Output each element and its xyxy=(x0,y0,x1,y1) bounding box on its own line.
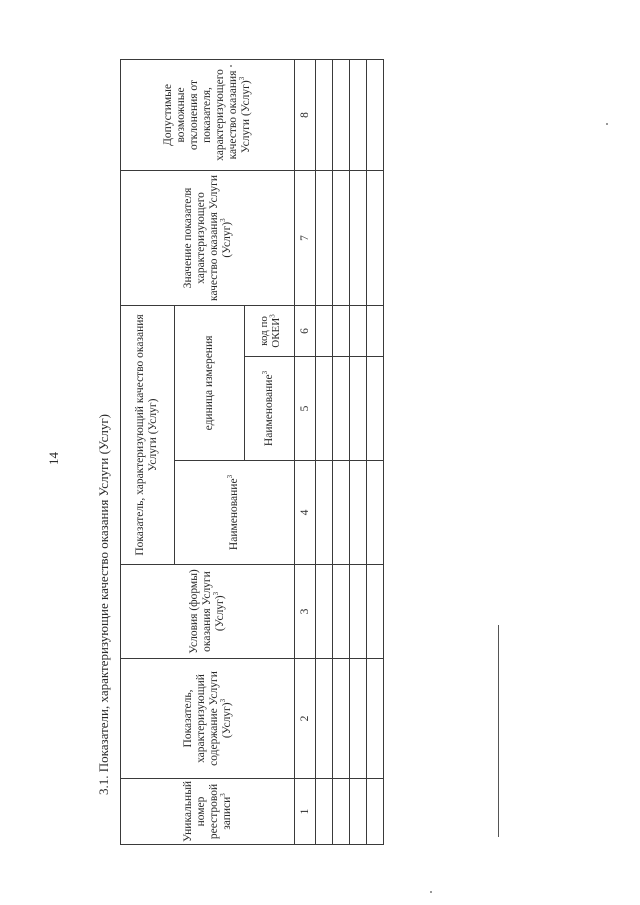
empty-cell xyxy=(367,779,384,845)
empty-cell xyxy=(350,59,367,170)
signature-line xyxy=(498,625,499,837)
header-service-conditions: Условия (формы) оказания Услуги (Услуг)$^3$ xyxy=(121,565,295,659)
empty-cell xyxy=(367,305,384,356)
header-okei-code: код по ОКЕИ$^3$ xyxy=(245,305,295,356)
empty-cell xyxy=(333,565,350,659)
page-number: 14 xyxy=(46,452,61,465)
column-number: 7 xyxy=(295,170,316,305)
header-indicator-name: Наименование$^3$ xyxy=(174,461,294,565)
empty-cell xyxy=(316,461,333,565)
section-title: 3.1. Показатели, характеризующие качество оказания Услуги (Услуг) xyxy=(96,414,111,795)
column-number-row xyxy=(295,59,316,844)
empty-cell xyxy=(367,357,384,461)
empty-cell xyxy=(350,779,367,845)
empty-cell xyxy=(316,659,333,779)
header-service-content: Показатель, характеризующий содержание Услуги (Услуг)$^3$ xyxy=(121,659,295,779)
empty-cell xyxy=(333,170,350,305)
column-number: 2 xyxy=(295,659,316,779)
empty-cell xyxy=(367,461,384,565)
scan-speck xyxy=(230,65,232,67)
column-number: 4 xyxy=(295,461,316,565)
empty-cell xyxy=(333,659,350,779)
empty-table-row xyxy=(367,59,384,844)
empty-table-row xyxy=(316,59,333,844)
column-number: 1 xyxy=(295,779,316,845)
empty-cell xyxy=(333,357,350,461)
empty-cell xyxy=(367,565,384,659)
header-unit-name: Наименование$^3$ xyxy=(245,357,295,461)
header-row-1 xyxy=(121,59,175,844)
empty-cell xyxy=(316,357,333,461)
header-allowed-deviation: Допустимые возможные отклонения от показателя, характеризующего качество оказания Услуги (Услуг)$^3$ xyxy=(121,59,295,170)
empty-cell xyxy=(350,565,367,659)
header-unit-group: единица измерения xyxy=(174,305,244,460)
scan-speck xyxy=(430,891,432,893)
header-indicator-value: Значение показателя характеризующего качество оказания Услуги (Услуг)$^3$ xyxy=(121,170,295,305)
empty-cell xyxy=(333,779,350,845)
quality-indicators-table xyxy=(120,59,384,845)
empty-cell xyxy=(333,305,350,356)
empty-cell xyxy=(316,565,333,659)
empty-cell xyxy=(316,779,333,845)
column-number: 8 xyxy=(295,59,316,170)
empty-cell xyxy=(350,659,367,779)
header-registry-number: Уникальный номер реестровой записи$^3$ xyxy=(121,779,295,845)
column-number: 5 xyxy=(295,357,316,461)
empty-cell xyxy=(350,170,367,305)
empty-cell xyxy=(316,305,333,356)
header-quality-indicator-group: Показатель, характеризующий качество оказания Услуги (Услуг) xyxy=(121,305,175,564)
empty-cell xyxy=(367,659,384,779)
column-number: 3 xyxy=(295,565,316,659)
empty-table-row xyxy=(333,59,350,844)
empty-cell xyxy=(316,170,333,305)
empty-cell xyxy=(333,461,350,565)
column-number: 6 xyxy=(295,305,316,356)
empty-cell xyxy=(333,59,350,170)
empty-cell xyxy=(350,357,367,461)
empty-cell xyxy=(350,461,367,565)
empty-cell xyxy=(350,305,367,356)
scan-speck xyxy=(606,123,608,125)
empty-cell xyxy=(367,59,384,170)
empty-cell xyxy=(367,170,384,305)
empty-cell xyxy=(316,59,333,170)
empty-table-row xyxy=(350,59,367,844)
